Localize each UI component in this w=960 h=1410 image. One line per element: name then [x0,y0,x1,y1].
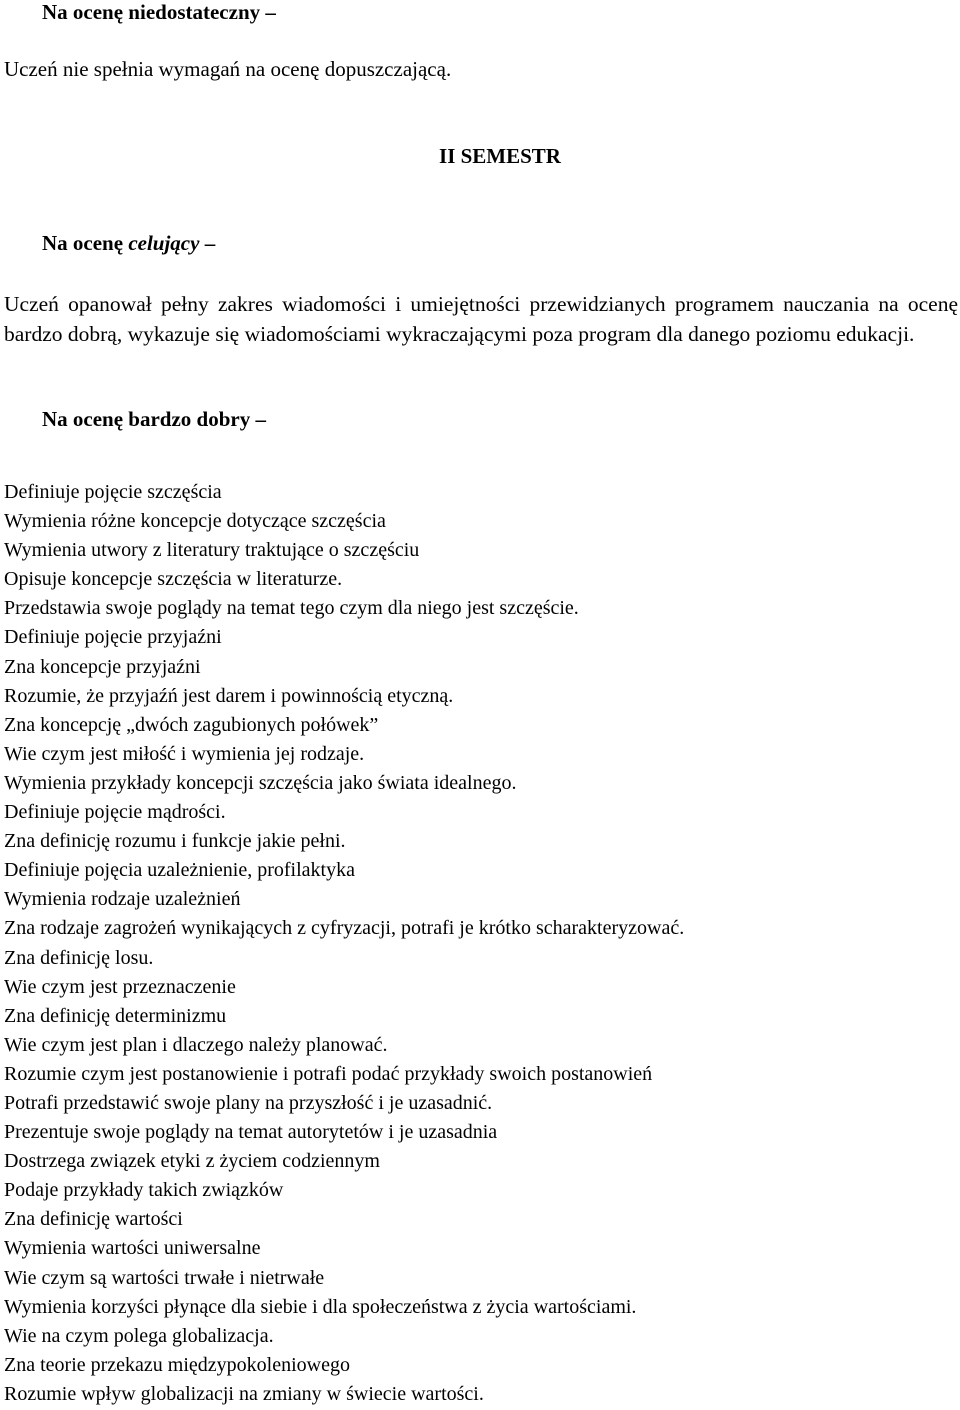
requirement-item: Zna definicję rozumu i funkcje jakie pełni. [4,830,346,853]
requirement-item: Zna rodzaje zagrożeń wynikających z cyfryzacji, potrafi je krótko scharakteryzować. [4,917,685,940]
grade-insufficient-text: Uczeń nie spełnia wymagań na ocenę dopuszczającą. [4,57,452,81]
requirement-item: Prezentuje swoje poglądy na temat autorytetów i je uzasadnia [4,1121,498,1144]
grade-excellent-heading-grade: celujący [128,231,200,255]
requirement-item: Rozumie wpływ globalizacji na zmiany w świecie wartości. [4,1382,484,1405]
requirement-item: Potrafi przedstawić swoje plany na przyszłość i je uzasadnić. [4,1091,493,1114]
requirement-item: Przedstawia swoje poglądy na temat tego czym dla niego jest szczęście. [4,597,579,620]
requirement-item: Zna definicję losu. [4,946,154,969]
requirement-item: Opisuje koncepcje szczęścia w literaturze. [4,568,343,591]
requirement-item: Wymienia rodzaje uzależnień [4,888,241,911]
requirement-item: Definiuje pojęcie przyjaźni [4,626,222,649]
requirement-item: Definiuje pojęcie szczęścia [4,481,222,503]
requirement-item: Rozumie czym jest postanowienie i potrafi podać przykłady swoich postanowień [4,1062,653,1085]
requirement-item: Podaje przykłady takich związków [4,1179,284,1202]
requirement-item: Zna definicję determinizmu [4,1004,227,1027]
requirement-item: Zna teorie przekazu międzypokoleniowego [4,1353,350,1376]
requirement-item: Wymienia różne koncepcje dotyczące szczęścia [4,510,386,533]
requirement-item: Wymienia utwory z literatury traktujące o szczęściu [4,539,420,562]
requirement-item: Definiuje pojęcia uzależnienie, profilaktyka [4,859,355,882]
grade-excellent-text: Uczeń opanował pełny zakres wiadomości i umiejętności przewidzianych programem nauczania na ocenę bardzo dobrą, wykazuje się wiadomościami wykraczającymi poza program dla danego poziomu edukacji. [4,292,958,346]
requirements-list [4,478,684,1409]
grade-insufficient-heading: Na ocenę niedostateczny – [42,0,276,24]
grade-very-good-heading: Na ocenę bardzo dobry – [42,407,266,431]
requirement-item: Wie czym jest przeznaczenie [4,975,236,998]
semester-title: II SEMESTR [439,144,561,168]
requirement-item: Rozumie, że przyjaźń jest darem i powinnością etyczną. [4,684,454,707]
requirement-item: Wie czym jest miłość i wymienia jej rodzaje. [4,742,365,765]
requirement-item: Zna koncepcje przyjaźni [4,655,201,678]
requirement-item: Wymienia wartości uniwersalne [4,1237,261,1260]
grade-excellent-heading-prefix: Na ocenę [42,231,129,255]
requirement-item: Dostrzega związek etyki z życiem codziennym [4,1150,380,1173]
requirement-item: Wie na czym polega globalizacja. [4,1324,274,1347]
requirement-item: Wymienia przykłady koncepcji szczęścia jako świata idealnego. [4,771,517,794]
grade-excellent-heading [42,231,215,256]
grade-excellent-heading-suffix: – [199,231,216,255]
requirement-item: Zna definicję wartości [4,1208,183,1231]
requirement-item: Wie czym są wartości trwałe i nietrwałe [4,1266,325,1289]
requirement-item: Wymienia korzyści płynące dla siebie i dla społeczeństwa z życia wartościami. [4,1295,637,1318]
requirement-item: Wie czym jest plan i dlaczego należy planować. [4,1033,388,1056]
requirement-item: Zna koncepcję „dwóch zagubionych połówek” [4,713,379,736]
requirement-item: Definiuje pojęcie mądrości. [4,801,226,824]
